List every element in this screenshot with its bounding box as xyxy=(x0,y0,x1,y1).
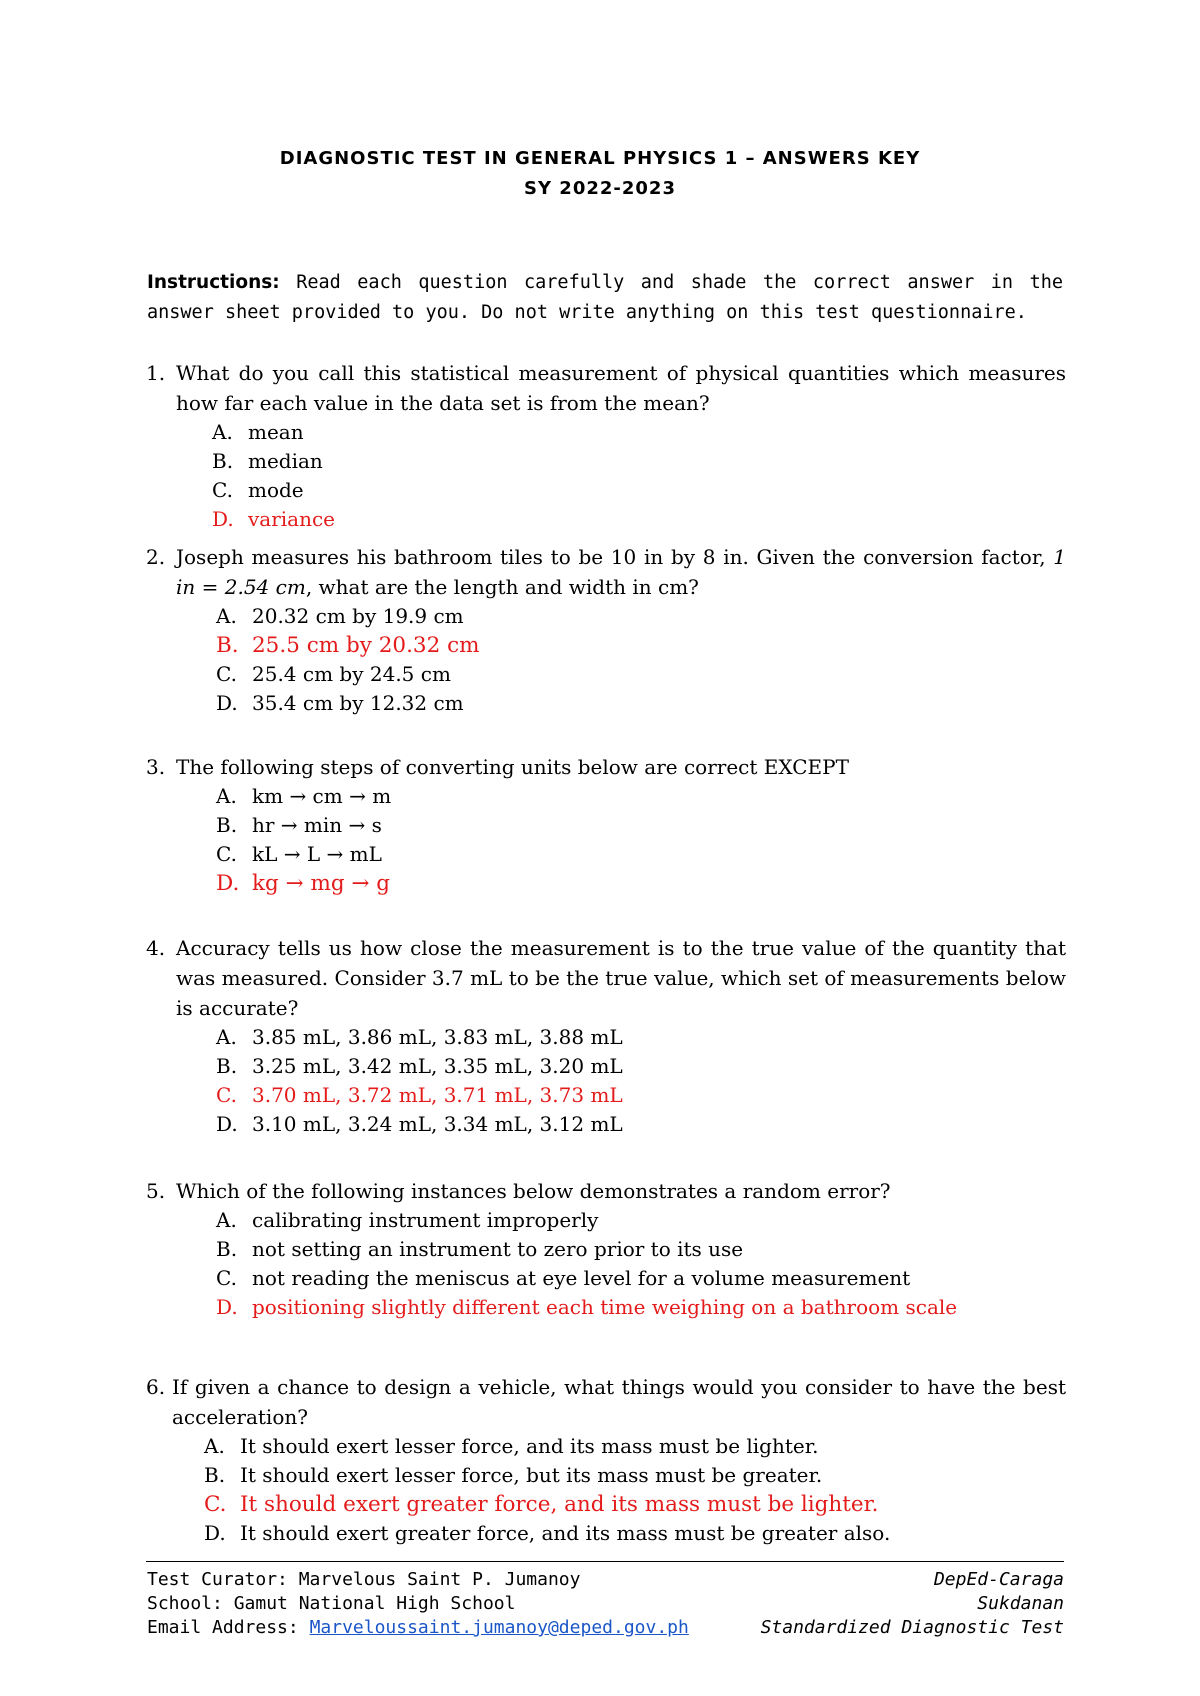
option-c: C. mode xyxy=(212,478,304,502)
question-stem: Which of the following instances below demonstrates a random error? xyxy=(176,1179,891,1203)
options-list xyxy=(216,602,1066,718)
option-a: A. mean xyxy=(212,420,304,444)
question-stem: Accuracy tells us how close the measurement is to the true value of the quantity that was measured. Consider 3.7 mL to be the true value, which set of measurements below is accurate? xyxy=(176,936,1066,1020)
page-title: DIAGNOSTIC TEST IN GENERAL PHYSICS 1 – ANSWERS KEY xyxy=(279,148,921,169)
option-d: D. It should exert greater force, and its mass must be greater also. xyxy=(204,1521,891,1545)
question-stem: Joseph measures his bathroom tiles to be 10 in by 8 in. Given the conversion factor, 1 in = 2.54 cm, what are the length and width in cm? xyxy=(176,545,1066,599)
org-name: DepEd-Caraga xyxy=(933,1569,1064,1590)
instructions-text: Read each question carefully and shade the correct answer in the answer sheet provided to you. Do not write anything on this test questionnaire. xyxy=(147,272,1064,323)
email-link[interactable]: Marveloussaint.jumanoy@deped.gov.ph xyxy=(309,1617,689,1638)
option-a: A. calibrating instrument improperly xyxy=(216,1208,599,1232)
school-name: School: Gamut National High School xyxy=(147,1593,516,1614)
test-curator: Test Curator: Marvelous Saint P. Jumanoy xyxy=(147,1569,581,1590)
option-d: D. 35.4 cm by 12.32 cm xyxy=(216,691,464,715)
option-c: C. not reading the meniscus at eye level for a volume measurement xyxy=(216,1266,911,1290)
option-b: B. 3.25 mL, 3.42 mL, 3.35 mL, 3.20 mL xyxy=(216,1054,623,1078)
option-d: D. 3.10 mL, 3.24 mL, 3.34 mL, 3.12 mL xyxy=(216,1112,623,1136)
option-d-correct: D. variance xyxy=(212,507,336,531)
instructions xyxy=(147,268,1063,328)
question-1 xyxy=(146,358,1066,534)
options-list xyxy=(216,1206,1066,1322)
option-c-correct: C. It should exert greater force, and its mass must be lighter. xyxy=(204,1492,879,1517)
question-3 xyxy=(146,752,1066,898)
option-a: A. km → cm → m xyxy=(216,784,392,808)
option-a: A. 3.85 mL, 3.86 mL, 3.83 mL, 3.88 mL xyxy=(216,1025,623,1049)
program-name: Sukdanan xyxy=(977,1593,1064,1614)
question-stem: What do you call this statistical measurement of physical quantities which measures how far each value in the data set is from the mean? xyxy=(176,361,1066,415)
option-d-correct: D. positioning slightly different each time weighing on a bathroom scale xyxy=(216,1295,958,1319)
test-type: Standardized Diagnostic Test xyxy=(760,1617,1064,1638)
question-6 xyxy=(146,1372,1066,1548)
option-d-correct: D. kg → mg → g xyxy=(216,871,391,896)
question-5 xyxy=(146,1176,1066,1322)
question-number: 4. xyxy=(146,936,166,960)
options-list xyxy=(204,1432,1066,1548)
instructions-label: Instructions: xyxy=(147,272,280,293)
options-list xyxy=(216,782,1066,898)
footer-credits xyxy=(147,1568,689,1640)
question-number: 5. xyxy=(146,1179,166,1203)
question-number: 6. xyxy=(146,1375,166,1399)
school-year: SY 2022-2023 xyxy=(524,178,676,199)
question-2 xyxy=(146,542,1066,718)
option-b: B. hr → min → s xyxy=(216,813,382,837)
option-c: C. kL → L → mL xyxy=(216,842,382,866)
question-number: 3. xyxy=(146,755,166,779)
question-number: 1. xyxy=(146,361,166,385)
option-b: B. median xyxy=(212,449,323,473)
options-list xyxy=(216,1023,1066,1139)
option-a: A. It should exert lesser force, and its mass must be lighter. xyxy=(204,1434,819,1458)
option-c-correct: C. 3.70 mL, 3.72 mL, 3.71 mL, 3.73 mL xyxy=(216,1083,623,1107)
options-list xyxy=(212,418,1066,534)
option-a: A. 20.32 cm by 19.9 cm xyxy=(216,604,464,628)
option-c: C. 25.4 cm by 24.5 cm xyxy=(216,662,451,686)
question-number: 2. xyxy=(146,545,166,569)
option-b: B. It should exert lesser force, but its mass must be greater. xyxy=(204,1463,823,1487)
option-b: B. not setting an instrument to zero prior to its use xyxy=(216,1237,744,1261)
footer-divider xyxy=(146,1561,1064,1562)
conversion-formula: 1 in = 2.54 cm xyxy=(176,545,1066,599)
option-b-correct: B. 25.5 cm by 20.32 cm xyxy=(216,633,480,658)
email-line: Email Address: Marveloussaint.jumanoy@deped.gov.ph xyxy=(147,1617,689,1638)
footer-org xyxy=(761,1568,1064,1640)
question-stem: The following steps of converting units below are correct EXCEPT xyxy=(176,755,849,779)
question-stem: If given a chance to design a vehicle, what things would you consider to have the best acceleration? xyxy=(172,1375,1066,1429)
question-4 xyxy=(146,933,1066,1139)
